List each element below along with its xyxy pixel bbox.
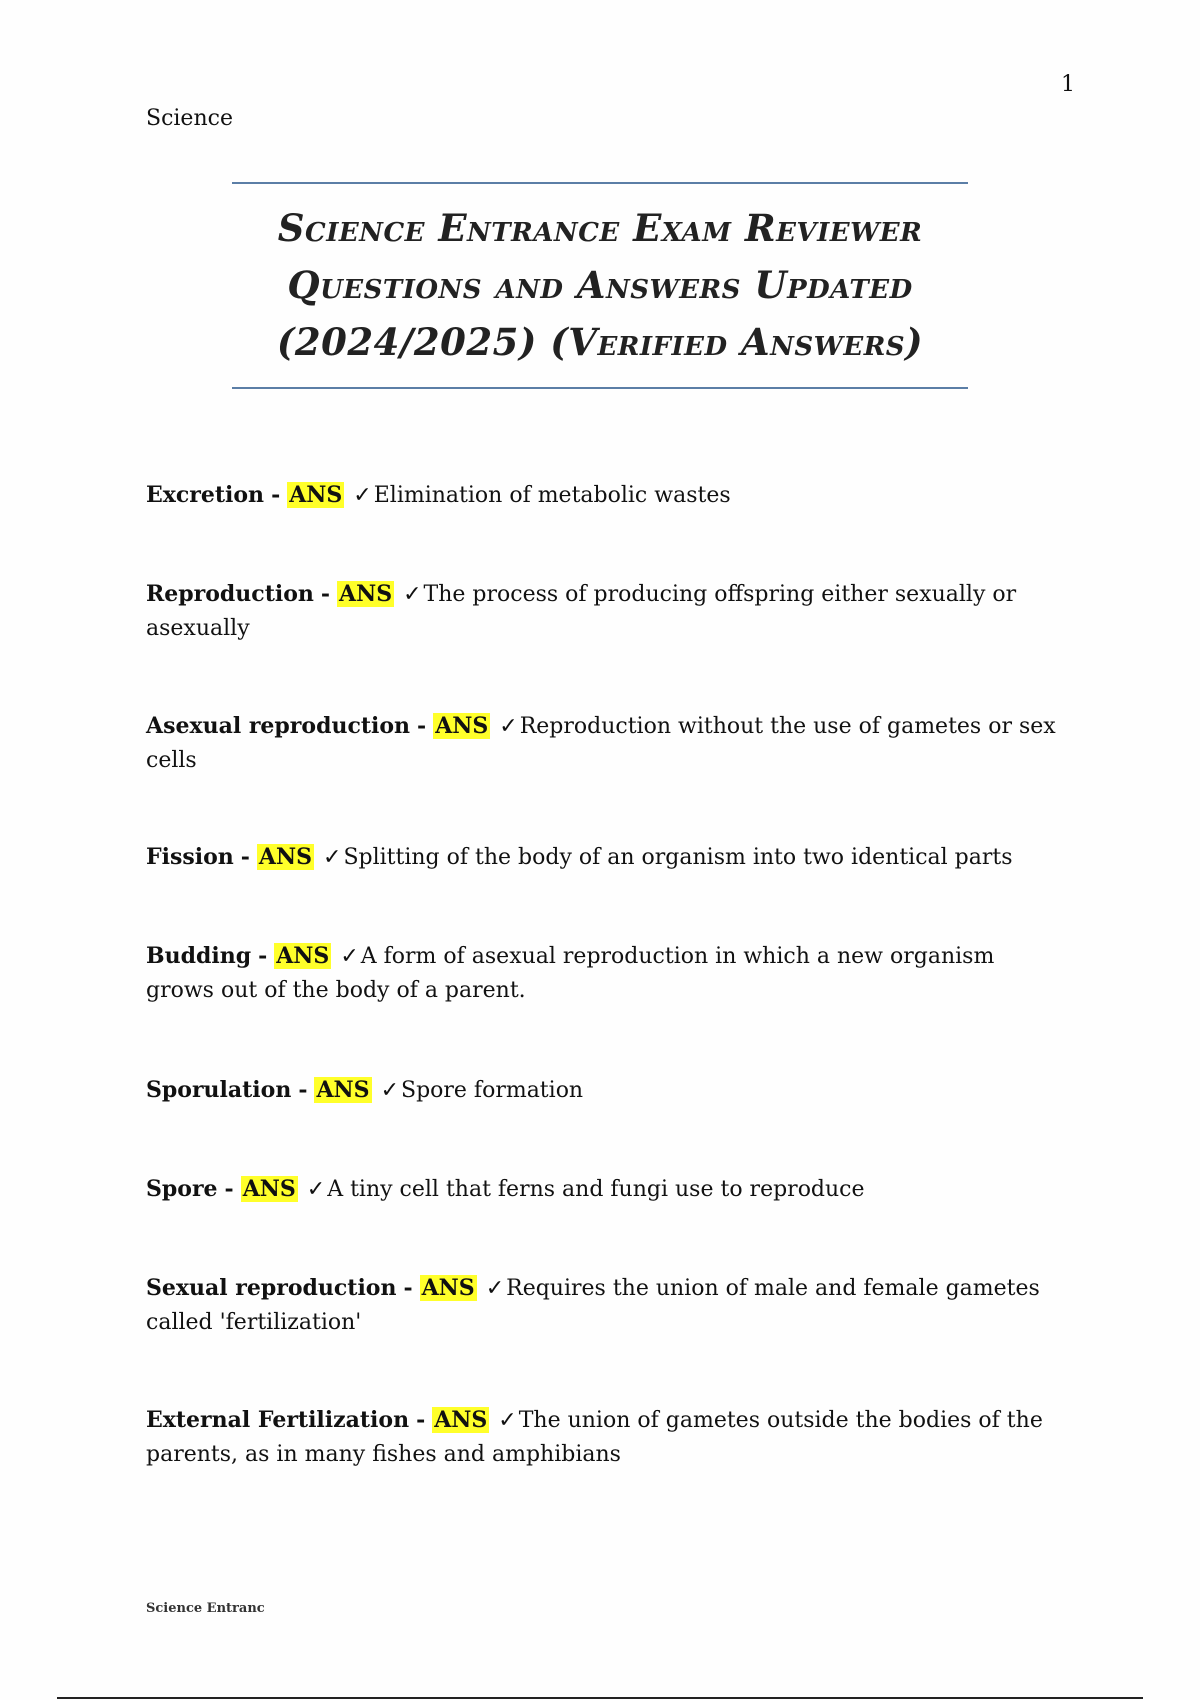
title-top-rule <box>232 182 968 184</box>
qa-answer: A tiny cell that ferns and fungi use to reproduce <box>327 1177 865 1202</box>
qa-item <box>146 1271 1066 1340</box>
header-label: Science <box>146 106 233 131</box>
qa-answer: The union of gametes outside the bodies of the parents, as in many fishes and amphibians <box>146 1408 1043 1467</box>
check-icon: ✓ <box>323 845 342 870</box>
qa-answer: The process of producing offspring either sexually or asexually <box>146 582 1017 641</box>
qa-item <box>146 1172 1066 1207</box>
qa-answer: A form of asexual reproduction in which a new organism grows out of the body of a parent. <box>146 944 995 1003</box>
qa-term: Asexual reproduction <box>146 713 411 739</box>
title-bottom-rule <box>232 387 968 389</box>
qa-item <box>146 478 1066 513</box>
qa-answer: Spore formation <box>401 1078 584 1103</box>
document-title <box>200 200 1000 371</box>
title-line-3: (2024/2025) (Verified Answers) <box>276 320 924 364</box>
qa-answer: Splitting of the body of an organism into two identical parts <box>343 845 1013 870</box>
qa-term: Sexual reproduction <box>146 1275 397 1301</box>
check-icon: ✓ <box>306 1177 326 1202</box>
qa-term: Excretion <box>146 482 265 508</box>
qa-separator: - <box>416 1407 426 1433</box>
ans-label: ANS <box>258 844 312 870</box>
qa-term: Spore <box>146 1176 218 1202</box>
ans-label: ANS <box>421 1275 475 1301</box>
page-number: 1 <box>1061 72 1075 97</box>
ans-label: ANS <box>339 581 393 607</box>
qa-item <box>146 577 1066 646</box>
qa-item <box>146 709 1066 778</box>
check-icon: ✓ <box>499 714 518 739</box>
check-icon: ✓ <box>353 483 372 508</box>
qa-term: Reproduction <box>146 581 314 607</box>
qa-separator: - <box>403 1275 413 1301</box>
footer-rule <box>57 1697 1143 1699</box>
qa-separator: - <box>271 482 281 508</box>
footer-text: Science Entranc <box>146 1601 265 1616</box>
qa-separator: - <box>298 1077 308 1103</box>
ans-label: ANS <box>316 1077 370 1103</box>
qa-term: Fission <box>146 844 234 870</box>
check-icon: ✓ <box>485 1276 505 1301</box>
qa-item <box>146 1073 1066 1108</box>
check-icon: ✓ <box>340 944 359 969</box>
qa-term: Sporulation <box>146 1077 292 1103</box>
ans-label: ANS <box>435 713 489 739</box>
title-line-1: Science Entrance Exam Reviewer <box>277 206 923 250</box>
ans-label: ANS <box>434 1407 488 1433</box>
qa-term: External Fertilization <box>146 1407 410 1433</box>
qa-separator: - <box>224 1176 234 1202</box>
qa-item <box>146 1403 1066 1472</box>
qa-separator: - <box>417 713 427 739</box>
qa-item <box>146 939 1066 1008</box>
qa-answer: Reproduction without the use of gametes or sex cells <box>146 714 1056 773</box>
check-icon: ✓ <box>403 582 422 607</box>
ans-label: ANS <box>242 1176 296 1202</box>
qa-answer: Elimination of metabolic wastes <box>373 483 731 508</box>
qa-separator: - <box>320 581 331 607</box>
ans-label: ANS <box>276 943 330 969</box>
check-icon: ✓ <box>498 1408 517 1433</box>
qa-term: Budding <box>146 943 252 969</box>
qa-item <box>146 840 1066 875</box>
title-line-2: Questions and Answers Updated <box>287 263 913 307</box>
qa-separator: - <box>258 943 268 969</box>
qa-answer: Requires the union of male and female gametes called 'fertilization' <box>146 1276 1040 1335</box>
qa-separator: - <box>240 844 250 870</box>
ans-label: ANS <box>289 482 343 508</box>
check-icon: ✓ <box>380 1078 399 1103</box>
